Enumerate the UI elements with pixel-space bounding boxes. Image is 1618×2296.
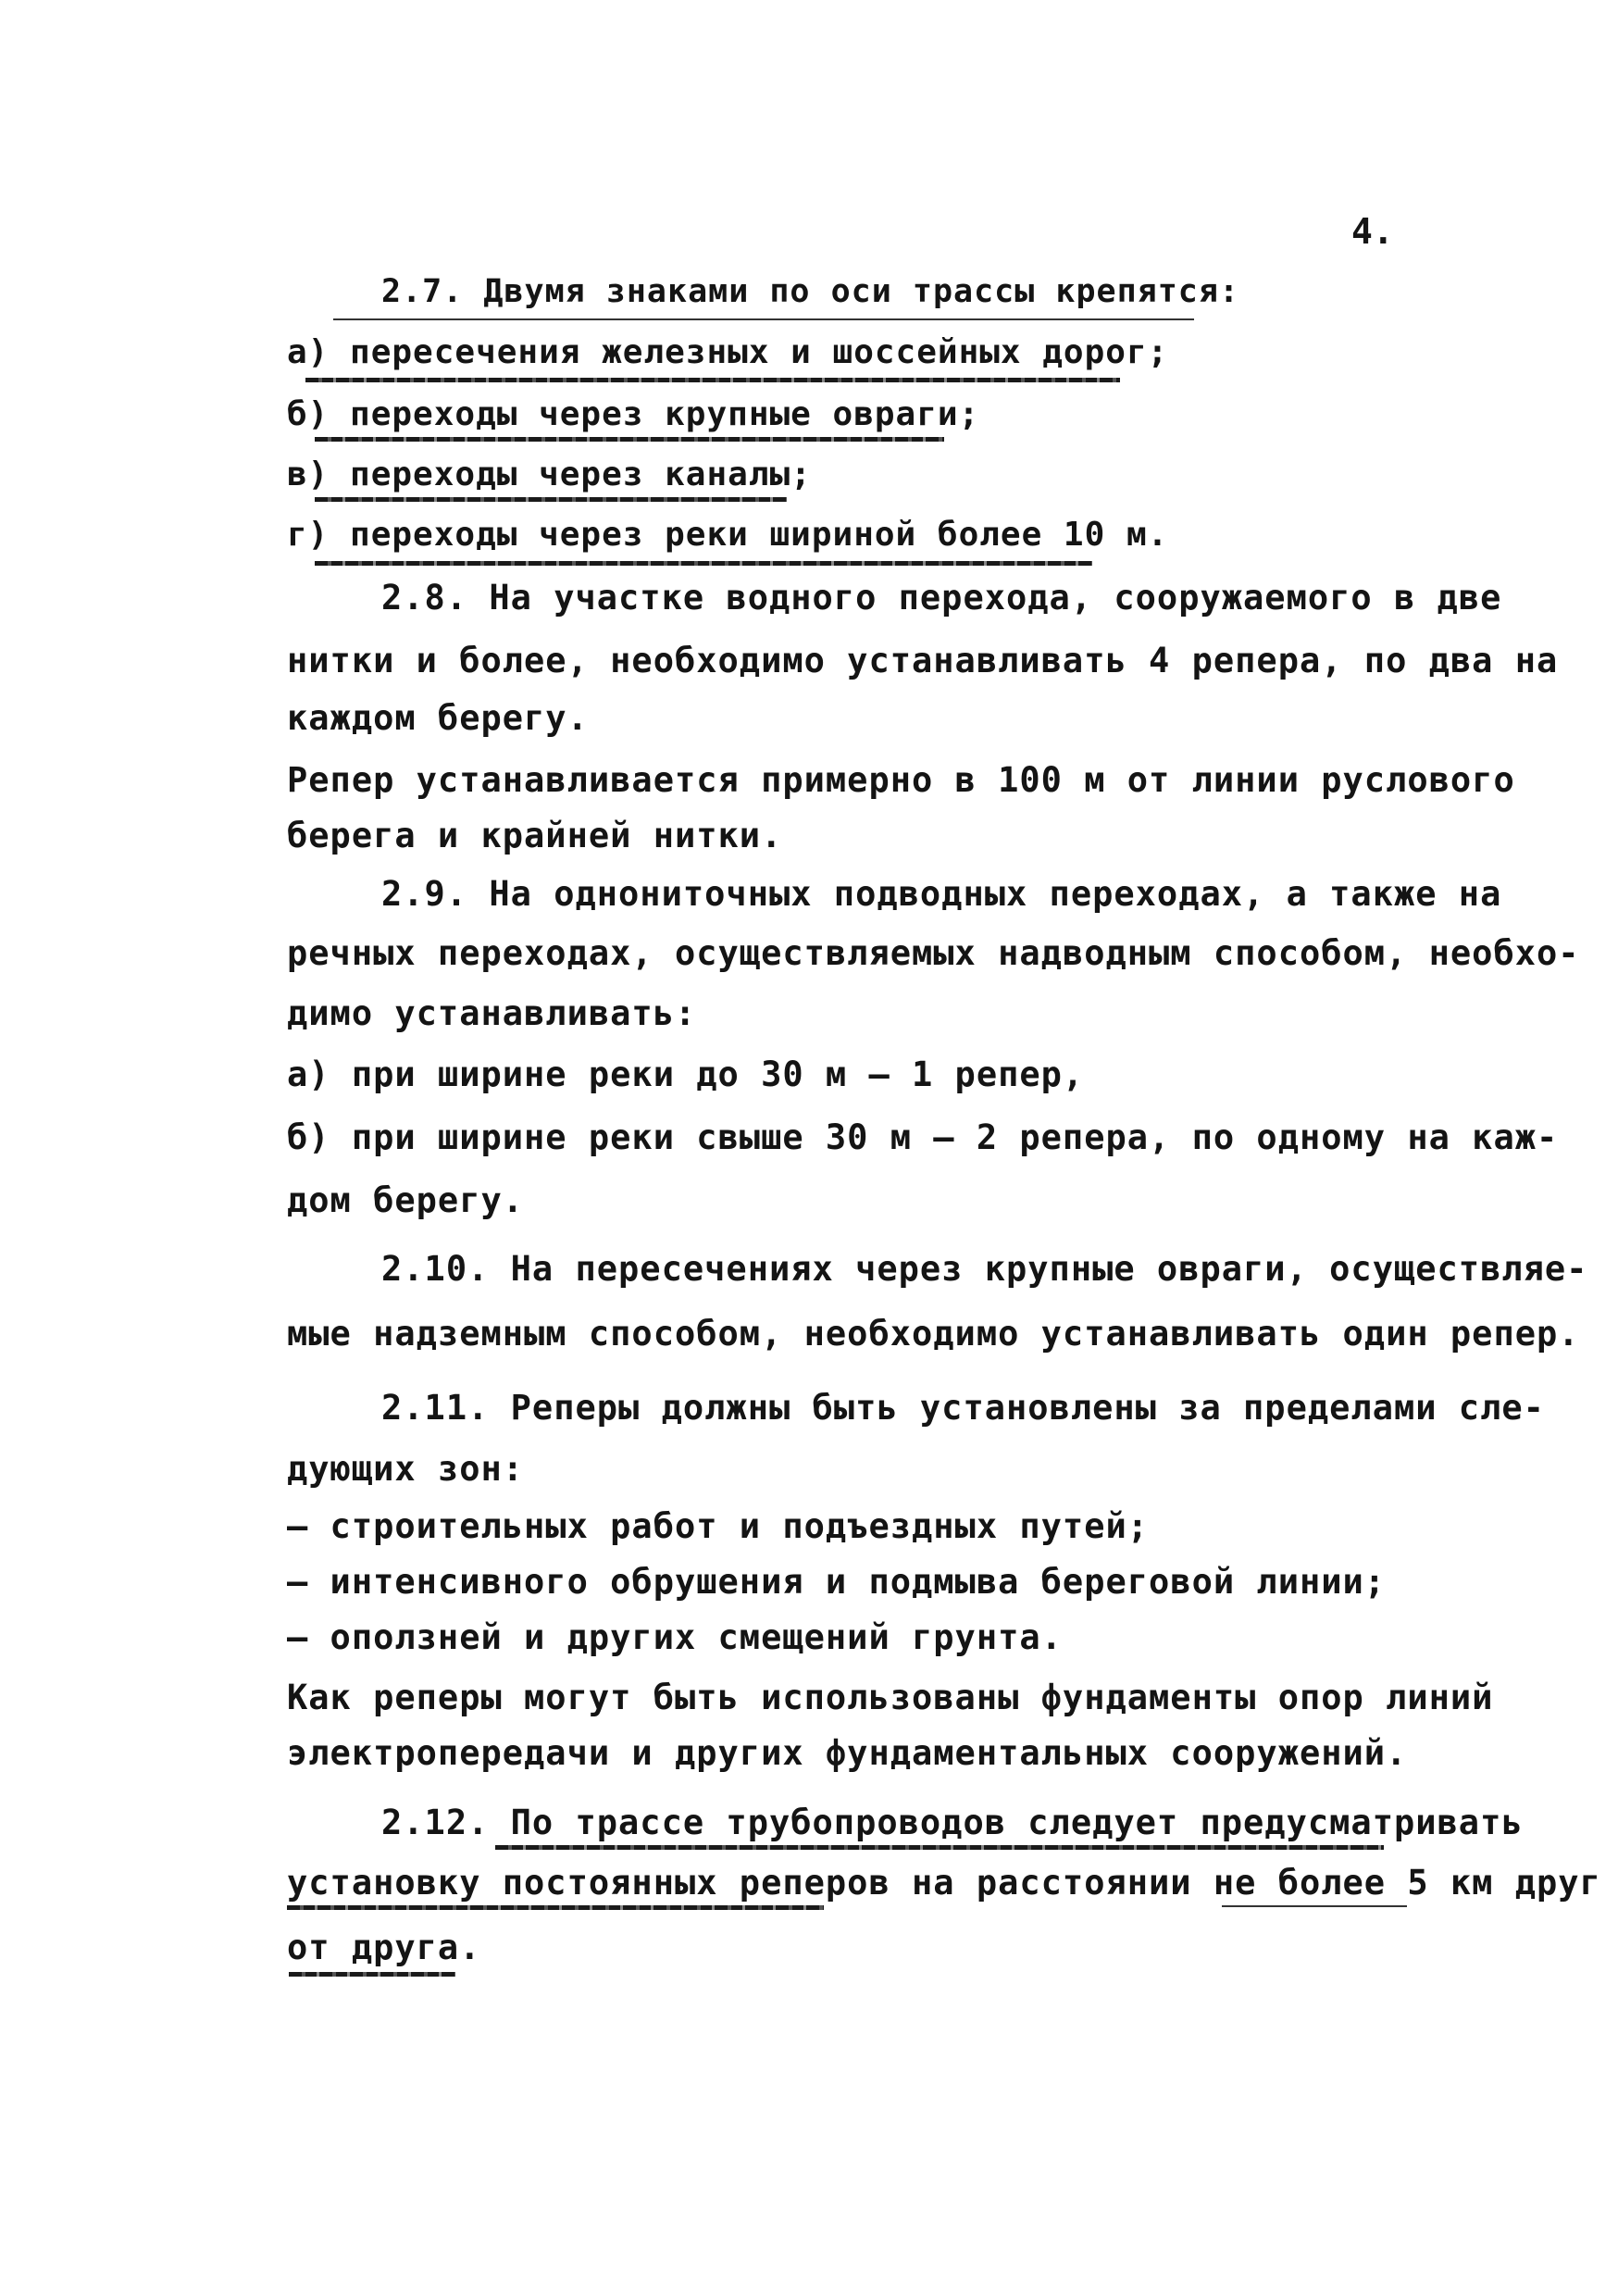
- line-1-underline: [495, 1845, 1384, 1850]
- heading-underline: [333, 318, 1194, 320]
- item-v-underline: [315, 497, 787, 502]
- section-2-12-line-3: от друга.: [287, 1928, 481, 1967]
- line-2-underline: [287, 1905, 824, 1910]
- section-2-11-line-6: Как реперы могут быть использованы фундаменты опор линий: [287, 1678, 1494, 1717]
- section-2-7-item-a: а) пересечения железных и шоссейных дорог;: [287, 333, 1169, 371]
- section-2-7-item-b: б) переходы через крупные овраги;: [287, 395, 980, 433]
- page-number: 4.: [1351, 211, 1394, 252]
- section-2-9-line-3: димо устанавливать:: [287, 993, 697, 1033]
- section-2-10-line-1: 2.10. На пересечениях через крупные овраги, осуществляе-: [381, 1249, 1588, 1289]
- section-2-9-line-2: речных переходах, осуществляемых надводным способом, необхо-: [287, 933, 1580, 973]
- section-2-8-line-5: берега и крайней нитки.: [287, 816, 783, 855]
- section-2-9-item-b: б) при ширине реки свыше 30 м – 2 репера, по одному на каж-: [287, 1117, 1559, 1157]
- item-g-underline: [315, 561, 1092, 566]
- section-2-11-dash-2: – интенсивного обрушения и подмыва береговой линии;: [287, 1562, 1387, 1602]
- section-2-7-heading: 2.7. Двумя знаками по оси трассы крепятся:: [381, 273, 1240, 310]
- section-2-10-line-2: мые надземным способом, необходимо устанавливать один репер.: [287, 1314, 1580, 1354]
- section-2-7-item-v: в) переходы через каналы;: [287, 455, 812, 493]
- section-2-11-line-1: 2.11. Реперы должны быть установлены за пределами сле-: [381, 1388, 1545, 1428]
- line-3-underline: [289, 1972, 455, 1977]
- item-a-underline: [305, 378, 1120, 382]
- section-2-8-line-4: Репер устанавливается примерно в 100 м от линии руслового: [287, 760, 1515, 800]
- section-2-11-line-2: дующих зон:: [287, 1449, 525, 1489]
- section-2-9-line-6: дом берегу.: [287, 1180, 525, 1220]
- line-2-underline-right: [1222, 1905, 1407, 1907]
- section-2-8-line-1: 2.8. На участке водного перехода, сооружаемого в две: [381, 578, 1502, 618]
- item-b-underline: [315, 437, 944, 442]
- section-2-9-line-1: 2.9. На однониточных подводных переходах, а также на: [381, 874, 1502, 914]
- section-2-11-line-7: электропередачи и других фундаментальных сооружений.: [287, 1733, 1408, 1773]
- section-2-9-item-a: а) при ширине реки до 30 м – 1 репер,: [287, 1054, 1085, 1094]
- section-2-11-dash-1: – строительных работ и подъездных путей;: [287, 1506, 1150, 1546]
- section-2-12-line-2: установку постоянных реперов на расстоянии не более 5 км друг: [287, 1863, 1601, 1903]
- section-2-7-item-g: г) переходы через реки шириной более 10 м.: [287, 516, 1169, 554]
- section-2-8-line-2: нитки и более, необходимо устанавливать 4 репера, по два на: [287, 641, 1559, 680]
- section-2-11-dash-3: – оползней и других смещений грунта.: [287, 1617, 1063, 1657]
- section-2-8-line-3: каждом берегу.: [287, 698, 589, 738]
- section-2-12-line-1: 2.12. По трассе трубопроводов следует предусматривать: [381, 1803, 1524, 1842]
